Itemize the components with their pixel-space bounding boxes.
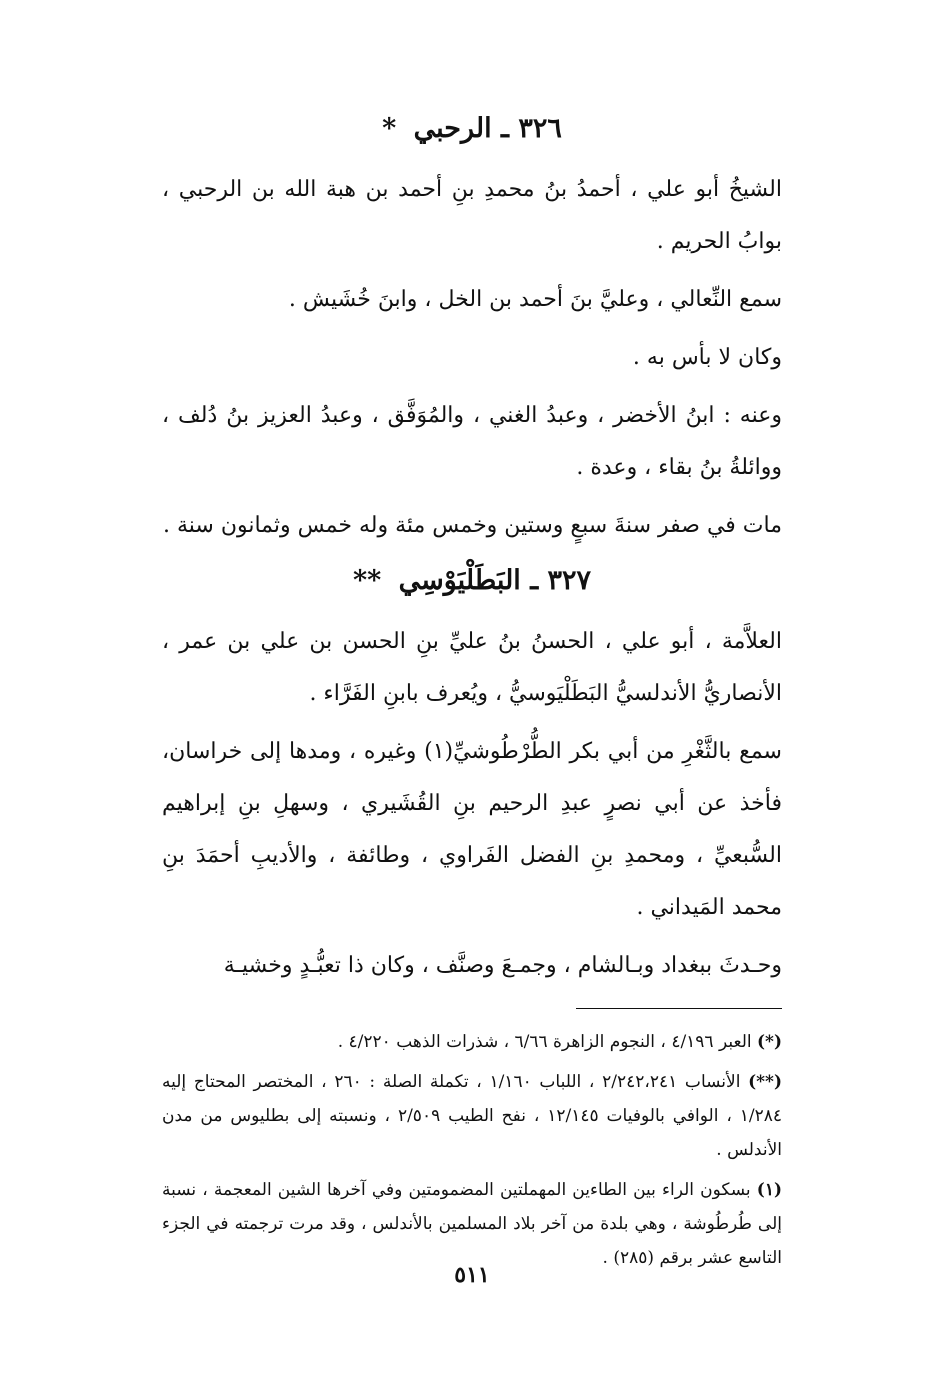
footnote <box>162 1173 782 1275</box>
entry-326-paragraph: الشيخُ أبو علي ، أحمدُ بنُ محمدِ بنِ أحمد بن هبة الله بن الرحبي ، بوابُ الحريم . <box>162 177 782 254</box>
entry-footnote-marker: ** <box>352 565 382 596</box>
entry-name: الرحبي <box>413 113 492 144</box>
footnote-text: الأنساب ٢/٢٤٢،٢٤١ ، اللباب ١/١٦٠ ، تكملة الصلة : ٢٦٠ ، المختصر المحتاج إليه ١/٢٨٤ ، الوافي بالوفيات ١٢/١٤٥ ، نفح الطيب ٢/٥٠٩ ، ونسبته إلى بطليوس من مدن الأندلس . <box>162 1072 783 1160</box>
footnotes-section <box>162 1008 782 1275</box>
footnote-mark: (١) <box>756 1180 783 1200</box>
entry-327-paragraph: وحـدثَ ببغداد وبـالشام ، وجمـعَ وصنَّف ، وكان ذا تعبُّـدٍ وخشيـة <box>223 953 782 978</box>
entry-326-paragraph: وعنه : ابنُ الأخضر ، وعبدُ الغني ، والمُوَفَّق ، وعبدُ العزيز بنُ دُلف ، ووائلةُ بنُ بقاء ، وعدة . <box>162 403 782 480</box>
entry-name: البَطَلْيَوْسِي <box>398 565 521 596</box>
footnote-mark: (*) <box>757 1032 782 1052</box>
entry-footnote-marker: * <box>382 113 397 144</box>
footnote <box>162 1025 782 1059</box>
footnote-mark: (**) <box>748 1072 782 1092</box>
entry-number: ٣٢٦ ـ <box>501 113 562 144</box>
footnote-divider <box>576 1008 782 1009</box>
footnote-text: بسكون الراء بين الطاءين المهملتين المضمومتين وفي آخرها الشين المعجمة ، نسبة إلى طُرطُوشة ، وهي بلدة من آخر بلاد المسلمين بالأندلس ، وقد مرت ترجمته في الجزء التاسع عشر برقم (٢٨٥) . <box>162 1180 782 1268</box>
footnote-text: العبر ٤/١٩٦ ، النجوم الزاهرة ٦/٦٦ ، شذرات الذهب ٤/٢٢٠ . <box>337 1032 752 1052</box>
entry-327-paragraph: سمع بالثَّغْرِ من أبي بكر الطُّرْطُوشيِّ(١) وغيره ، ومدها إلى خراسان، فأخذ عن أبي نصرٍ عبدِ الرحيم بنِ القُشَيري ، وسهلِ بنِ إبراهيم السُّبعيِّ ، ومحمدِ بنِ الفضل الفَراوي ، وطائفة ، والأديبِ أحمَدَ بنِ محمد المَيداني . <box>162 739 782 920</box>
entry-327-paragraph: العلاَّمة ، أبو علي ، الحسنُ بنُ عليِّ بنِ الحسن بن علي بن عمر ، الأنصاريُّ الأندلسيُّ البَطَلْيَوسيُّ ، ويُعرف بابنِ الفَرَّاء . <box>162 629 782 706</box>
entry-326-paragraph: وكان لا بأس به . <box>632 345 782 370</box>
entry-number: ٣٢٧ ـ <box>530 565 592 596</box>
page-number: ٥١١ <box>454 1262 490 1288</box>
entry-326-title <box>162 108 782 150</box>
entry-327-title <box>162 560 782 602</box>
entry-326-paragraph: سمع النِّعالي ، وعليَّ بنَ أحمد بن الخل ، وابنَ خُشَيش . <box>288 287 782 312</box>
entry-326-paragraph: مات في صفر سنةَ سبعٍ وستين وخمس مئة وله خمس وثمانون سنة . <box>162 513 782 538</box>
footnote <box>162 1065 782 1167</box>
